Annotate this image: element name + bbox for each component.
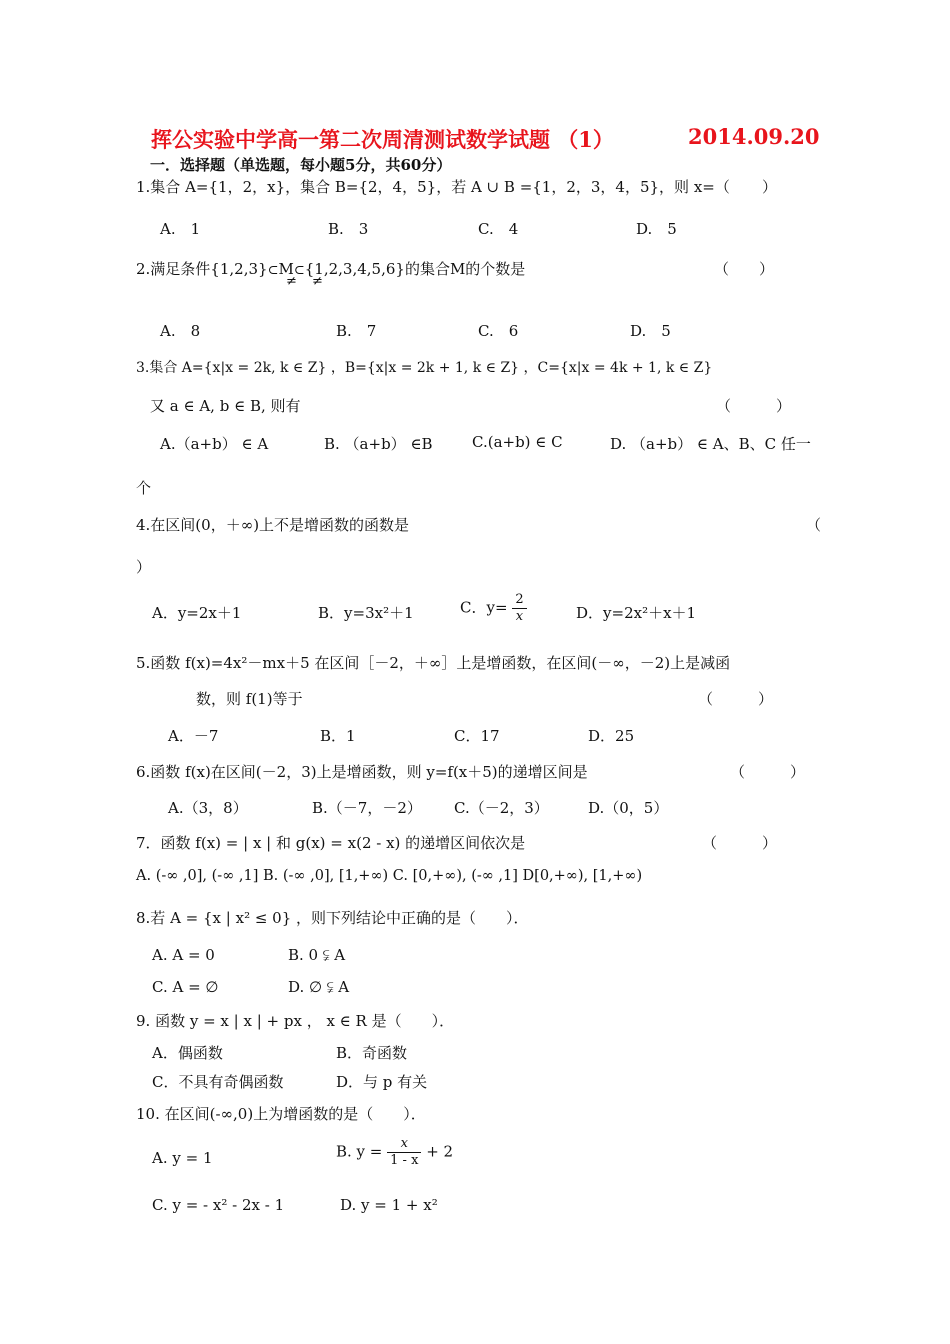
question-7-stem: 7．函数 f(x) = | x | 和 g(x) = x(2 - x) 的递增区间依次是 [136,834,526,852]
question-10-stem: 10. 在区间(-∞,0)上为增函数的是（ ）． [136,1105,426,1123]
question-6-option-c: C.（－2，3） [454,799,549,817]
question-3-option-a: A.（a+b） ∈ A [160,435,269,453]
question-3-option-c: C.(a+b) ∈ C [472,433,563,451]
question-5-option-d: D．25 [588,727,635,745]
question-10-option-c: C. y = - x² - 2x - 1 [152,1196,285,1214]
question-5-line-2: 数，则 f(1)等于 [196,690,303,708]
question-1-option-c: C. 4 [478,220,519,238]
question-4-option-c-fraction [512,592,526,625]
question-6-option-a: A.（3，8） [168,799,248,817]
question-9-stem: 9. 函数 y = x | x | + px ， x ∈ R 是（ ）． [136,1012,455,1030]
question-10-option-b-tail: + 2 [426,1142,454,1161]
question-4-option-c-denominator: x [515,609,524,624]
question-9-option-c: C．不具有奇偶函数 [152,1073,284,1091]
section-heading: 一．选择题（单选题，每小题5分，共60分） [150,156,452,174]
question-3-option-b: B. （a+b） ∈B [324,435,433,453]
question-2-option-b: B. 7 [336,322,377,340]
question-9-option-d: D．与 p 有关 [336,1073,428,1091]
question-3-wrap: 个 [136,479,152,497]
question-6-option-b: B.（－7，－2） [312,799,422,817]
question-3-paren: （ ） [716,397,792,415]
question-10-option-d: D. y = 1 + x² [340,1196,438,1214]
question-7-options: A. (-∞ ,0], (-∞ ,1] B. (-∞ ,0], [1,+∞) C. [0,+∞), (-∞ ,1] D[0,+∞), [1,+∞) [136,868,643,884]
question-4-option-b: B．y=3x²＋1 [318,604,414,622]
question-4-option-c [460,592,527,625]
question-6-paren: （ ） [730,763,806,781]
question-2-option-d: D. 5 [630,322,671,340]
question-2-stem-part-b: {1,2,3,4,5,6}的集合M的个数是 [304,260,526,278]
question-4-option-a: A．y=2x＋1 [152,604,242,622]
question-4-close-paren: ） [136,558,152,576]
question-9-option-a: A．偶函数 [152,1044,223,1062]
question-5-stem: 5.函数 f(x)=4x²－mx＋5 在区间［－2，＋∞］上是增函数，在区间(－∞，－2)上是减函 [136,654,731,672]
question-8-option-a: A. A = 0 [152,946,215,964]
page-title: 挥公实验中学高一第二次周清测试数学试题 （1） [151,127,614,152]
question-6-stem: 6.函数 f(x)在区间(－2，3)上是增函数，则 y=f(x＋5)的递增区间是 [136,763,588,781]
question-2-option-a: A. 8 [160,322,201,340]
question-1-option-b: B. 3 [328,220,369,238]
question-5-paren: （ ） [698,690,774,708]
question-6-option-d: D.（0，5） [588,799,669,817]
question-10-option-b-numerator: x [387,1136,421,1153]
question-5-option-a: A．－7 [168,727,219,745]
question-10-option-b [336,1136,453,1169]
question-7-paren: （ ） [702,834,778,852]
question-2-paren: （ ） [714,260,775,278]
exam-date: 2014.09.20 [688,124,820,149]
question-4-stem: 4.在区间(0，＋∞)上不是增函数的函数是 [136,516,410,534]
question-4-option-d: D．y=2x²＋x＋1 [576,604,697,622]
question-1-option-d: D. 5 [636,220,677,238]
question-2-neq-1: ≠ [286,274,297,289]
question-5-option-c: C．17 [454,727,500,745]
question-8-option-d: D. ∅ ⫋ A [288,978,350,996]
question-10-option-b-label: B. y = [336,1142,383,1161]
question-3-option-d: D. （a+b） ∈ A、B、C 任一 [610,435,811,453]
question-4-option-c-label: C．y= [460,598,508,617]
question-10-option-a: A. y = 1 [152,1149,213,1167]
question-8-option-b: B. 0 ⫋ A [288,946,346,964]
question-2-set-m: M [278,260,294,278]
question-2-option-c: C. 6 [478,322,519,340]
question-10-option-b-denominator: 1 - x [390,1153,419,1168]
question-1-option-a: A. 1 [160,220,201,238]
question-2-stem-part-a: 2.满足条件{1,2,3} [136,260,268,278]
question-3-line-2: 又 a ∈ A, b ∈ B, 则有 [150,397,301,415]
question-8-stem: 8.若 A = {x | x² ≤ 0} ，则下列结论中正确的是（ ）． [136,909,529,927]
question-2-neq-2: ≠ [312,274,323,289]
question-1-stem: 1.集合 A={1，2，x}，集合 B={2，4，5}，若 A ∪ B ={1，2，3，4，5}，则 x=（ [136,178,730,196]
question-3-stem: 3.集合 A={x|x = 2k, k ∈ Z} ，B={x|x = 2k + 1, k ∈ Z} ，C={x|x = 4k + 1, k ∈ Z} [136,360,713,376]
question-2-stem: 2.满足条件{1,2,3}⊂M⊂{1,2,3,4,5,6}的集合M的个数是 [136,260,526,278]
question-8-option-c: C. A = ∅ [152,978,219,996]
question-9-option-b: B．奇函数 [336,1044,408,1062]
question-10-option-b-fraction [387,1136,421,1169]
question-4-open-paren: （ [806,516,822,534]
question-1-close-paren: ） [762,178,778,196]
question-4-option-c-numerator: 2 [512,592,526,609]
question-5-option-b: B．1 [320,727,356,745]
